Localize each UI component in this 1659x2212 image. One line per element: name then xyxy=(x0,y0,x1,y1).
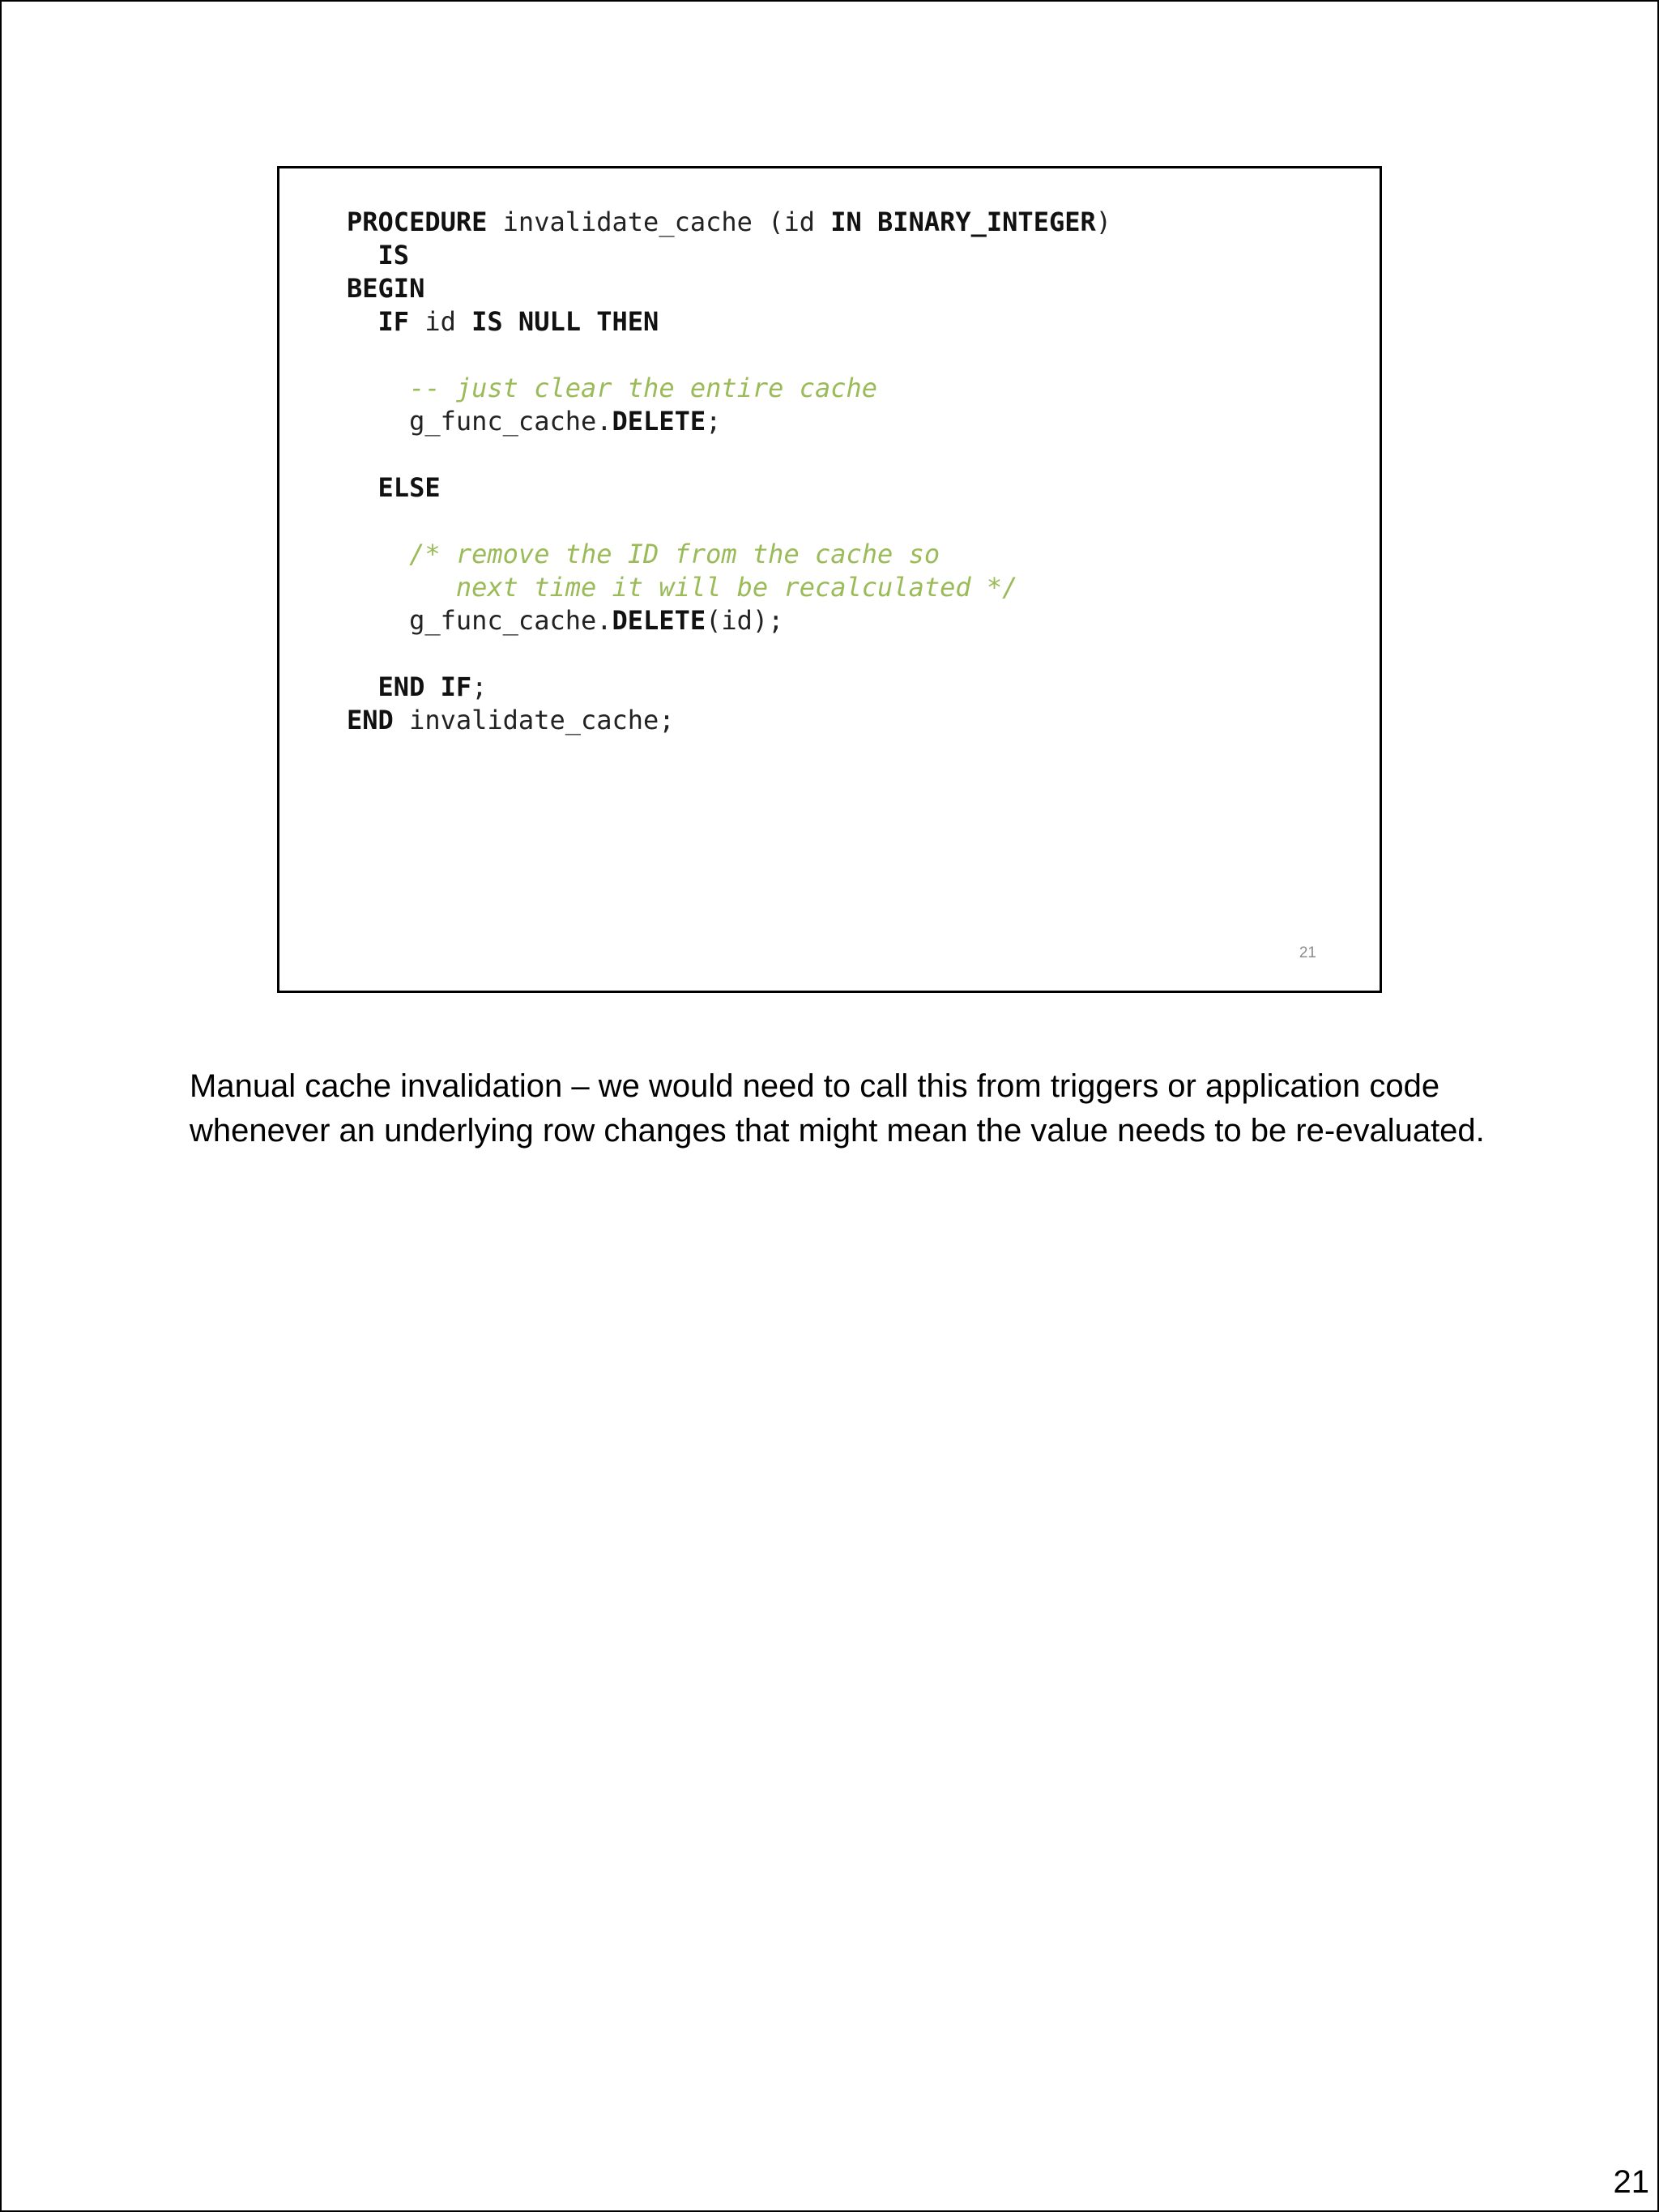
code-comment: next time it will be recalculated */ xyxy=(455,572,1018,603)
code-text: (id); xyxy=(706,605,784,636)
code-keyword: PROCEDURE xyxy=(347,207,488,237)
code-text xyxy=(347,306,378,337)
code-text: invalidate_cache (id xyxy=(487,207,831,237)
code-text xyxy=(503,306,518,337)
code-keyword: IN xyxy=(830,207,862,237)
code-text xyxy=(347,373,409,403)
code-line xyxy=(347,671,1111,704)
code-text: ; xyxy=(706,406,722,437)
code-line xyxy=(347,604,1111,637)
code-line xyxy=(347,339,1111,372)
code-text xyxy=(347,240,378,271)
code-keyword: IS xyxy=(377,240,410,271)
code-keyword: END xyxy=(347,705,394,735)
code-line xyxy=(347,637,1111,671)
code-keyword: END xyxy=(377,671,425,702)
code-text: g_func_cache. xyxy=(347,605,612,636)
code-keyword: THEN xyxy=(596,306,659,337)
code-line xyxy=(347,405,1111,438)
code-text: ; xyxy=(471,671,488,702)
code-line xyxy=(347,471,1111,505)
code-text xyxy=(347,572,456,603)
code-line xyxy=(347,704,1111,737)
code-line xyxy=(347,239,1111,272)
slide-number: 21 xyxy=(1299,944,1316,961)
code-keyword: BINARY_INTEGER xyxy=(877,207,1096,237)
code-text xyxy=(347,671,378,702)
code-keyword: IF xyxy=(440,671,472,702)
code-keyword: IS xyxy=(471,306,503,337)
code-text xyxy=(347,539,409,569)
code-block xyxy=(347,206,1111,737)
code-line xyxy=(347,438,1111,471)
code-keyword: DELETE xyxy=(612,605,706,636)
code-text xyxy=(581,306,596,337)
code-text: invalidate_cache; xyxy=(393,705,675,735)
code-keyword: DELETE xyxy=(612,406,706,437)
code-text: ) xyxy=(1095,207,1112,237)
code-comment: /* remove the ID from the cache so xyxy=(409,539,940,569)
code-line xyxy=(347,505,1111,538)
code-line xyxy=(347,206,1111,239)
code-keyword: BEGIN xyxy=(347,273,425,304)
page-number: 21 xyxy=(1613,2164,1649,2200)
code-text: g_func_cache. xyxy=(347,406,612,437)
slide-thumbnail xyxy=(277,166,1382,993)
code-text: id xyxy=(409,306,472,337)
code-line xyxy=(347,305,1111,339)
code-line xyxy=(347,272,1111,305)
code-text xyxy=(347,472,378,503)
code-line xyxy=(347,372,1111,405)
code-comment: -- just clear the entire cache xyxy=(409,373,878,403)
code-keyword: ELSE xyxy=(377,472,441,503)
code-line xyxy=(347,538,1111,571)
code-line xyxy=(347,571,1111,604)
code-text xyxy=(424,671,440,702)
code-keyword: IF xyxy=(377,306,410,337)
speaker-notes: Manual cache invalidation – we would need to call this from triggers or application code whenever an underlying row changes that might mean the value needs to be re-evaluated. xyxy=(190,1068,1485,1149)
code-text xyxy=(862,207,877,237)
code-keyword: NULL xyxy=(518,306,581,337)
